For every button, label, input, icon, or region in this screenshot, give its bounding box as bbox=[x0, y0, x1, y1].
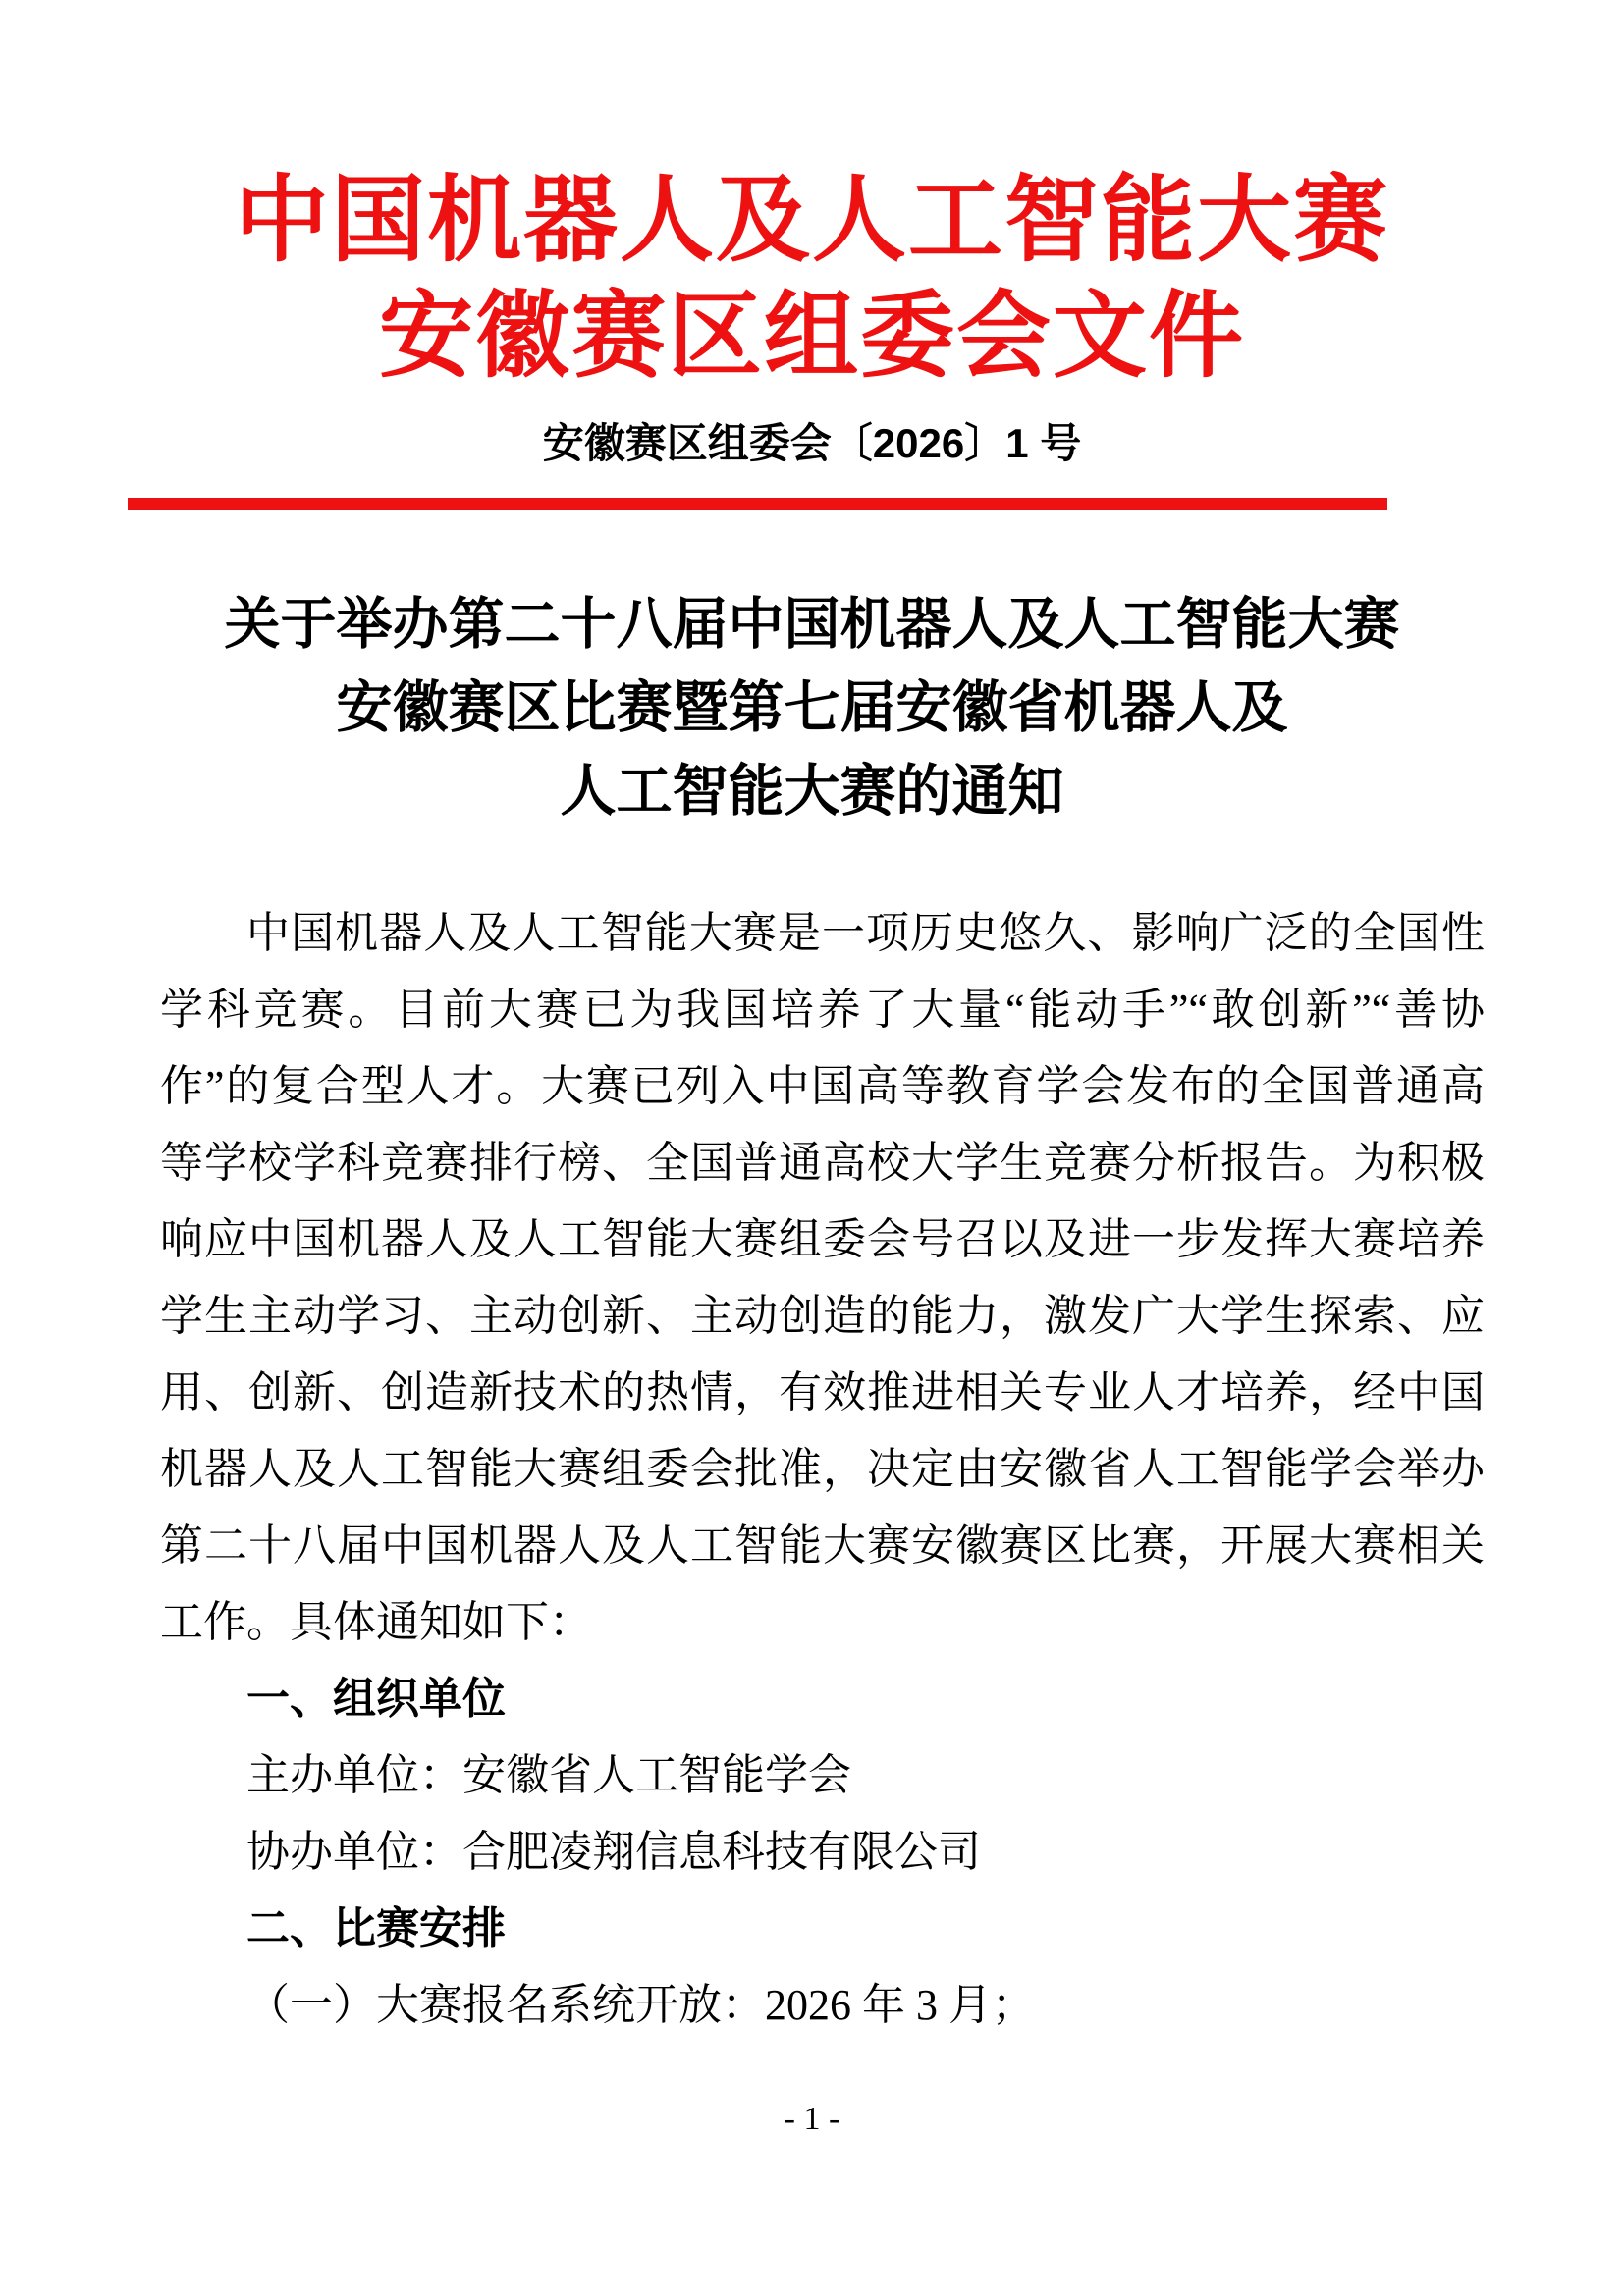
body-line: 响应中国机器人及人工智能大赛组委会号召以及进一步发挥大赛培养 bbox=[160, 1215, 1485, 1263]
subject-line: 安徽赛区比赛暨第七届安徽省机器人及 bbox=[336, 677, 1288, 739]
body-line: 学科竞赛。目前大赛已为我国培养了大量“能动手”“敢创新”“善协 bbox=[160, 986, 1485, 1034]
body-line: 第二十八届中国机器人及人工智能大赛安徽赛区比赛，开展大赛相关 bbox=[160, 1522, 1485, 1570]
subject-line: 人工智能大赛的通知 bbox=[560, 761, 1064, 823]
org-title-line-2: 安徽赛区组委会文件 bbox=[379, 284, 1245, 389]
body-text bbox=[160, 895, 1485, 2044]
org-title-line-1: 中国机器人及人工智能大赛 bbox=[235, 168, 1389, 273]
body-line: 等学校学科竞赛排行榜、全国普通高校大学生竞赛分析报告。为积极 bbox=[160, 1139, 1485, 1187]
body-line: 用、创新、创造新技术的热情，有效推进相关专业人才培养，经中国 bbox=[160, 1368, 1485, 1416]
body-line: 主办单位：安徽省人工智能学会 bbox=[246, 1751, 851, 1799]
section-heading: 二、比赛安排 bbox=[246, 1904, 506, 1952]
body-line: （一）大赛报名系统开放：2026 年 3 月； bbox=[246, 1981, 1035, 2029]
body-line: 学生主动学习、主动创新、主动创造的能力，激发广大学生探索、应 bbox=[160, 1292, 1485, 1340]
org-title bbox=[0, 163, 1624, 395]
subject-title bbox=[0, 583, 1624, 833]
page-number: - 1 - bbox=[784, 2101, 840, 2137]
subject-line: 关于举办第二十八届中国机器人及人工智能大赛 bbox=[224, 594, 1400, 656]
body-line: 协办单位：合肥凌翔信息科技有限公司 bbox=[246, 1828, 981, 1876]
body-line: 工作。具体通知如下： bbox=[160, 1598, 592, 1646]
doc-number: 安徽赛区组委会〔2026〕1 号 bbox=[542, 420, 1082, 466]
body-line: 中国机器人及人工智能大赛是一项历史悠久、影响广泛的全国性 bbox=[246, 909, 1485, 957]
section-heading: 一、组织单位 bbox=[246, 1675, 506, 1723]
body-line: 机器人及人工智能大赛组委会批准，决定由安徽省人工智能学会举办 bbox=[160, 1445, 1485, 1493]
body-line: 作”的复合型人才。大赛已列入中国高等教育学会发布的全国普通高 bbox=[160, 1062, 1485, 1110]
red-divider-rule bbox=[128, 498, 1387, 510]
